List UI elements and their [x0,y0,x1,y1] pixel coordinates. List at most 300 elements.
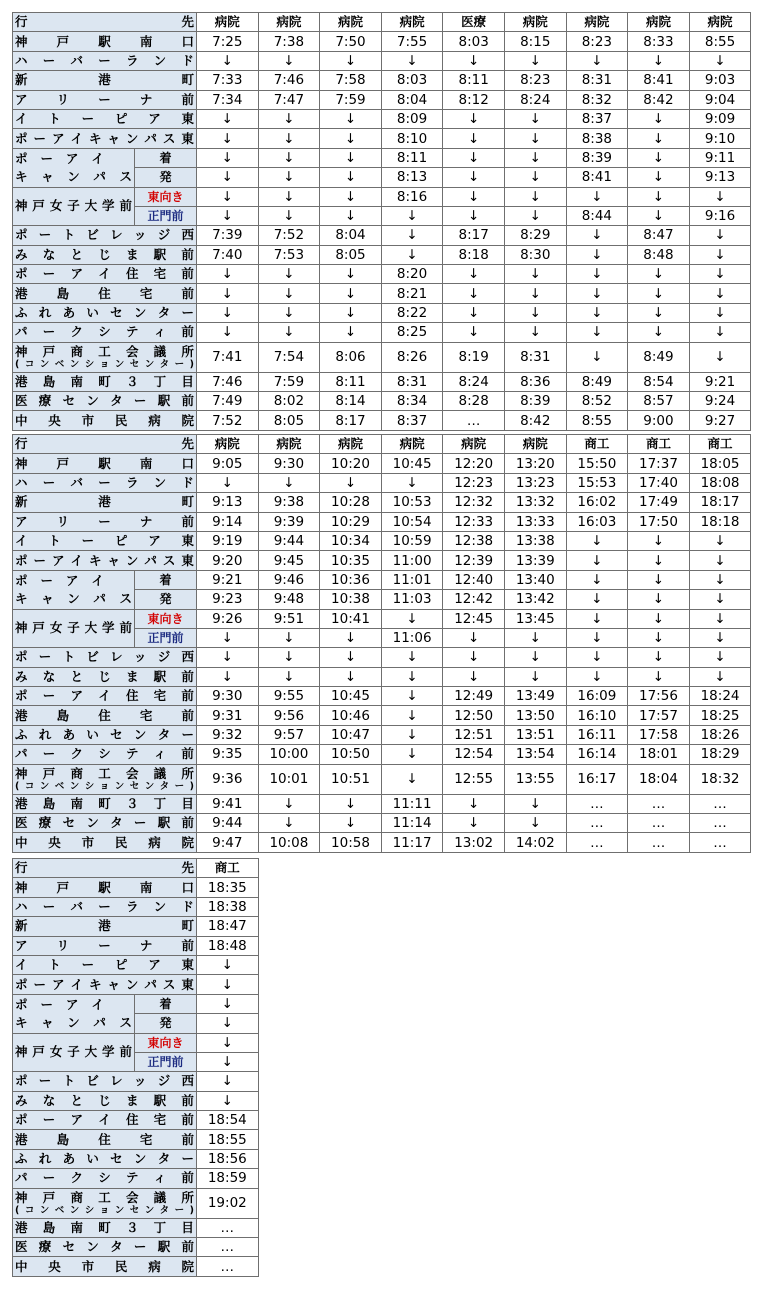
pass-arrow: ↓ [566,342,628,372]
time-cell: 17:37 [628,454,690,473]
pass-arrow: ↓ [504,814,566,833]
time-cell: 12:32 [443,493,505,512]
time-cell: 18:54 [197,1111,259,1130]
time-cell: 9:30 [197,687,259,706]
timetable-row [13,493,751,512]
time-cell: 10:45 [381,454,443,473]
time-cell: 18:56 [197,1149,259,1168]
time-cell: 8:13 [381,168,443,187]
pass-arrow: ↓ [443,129,505,148]
time-cell: 8:39 [504,392,566,411]
destination-header: 病院 [320,13,382,32]
pass-arrow: ↓ [504,667,566,686]
time-cell: 7:46 [197,372,259,391]
time-cell: 9:36 [197,764,259,794]
time-cell: 7:25 [197,32,259,51]
time-cell: 9:04 [689,90,751,109]
pass-arrow: ↓ [504,148,566,167]
station-name: 神 戸 女 子 大 学 前 [13,187,135,226]
pass-arrow: ↓ [443,284,505,303]
pass-arrow: ↓ [258,323,320,342]
time-cell: 18:04 [628,764,690,794]
destination-header: 病院 [258,435,320,454]
timetable-row [13,303,751,322]
time-cell: 8:49 [628,342,690,372]
station-name: み な と じ ま 駅 前 [13,245,197,264]
destination-header: 商工 [197,859,259,878]
time-cell: 12:23 [443,473,505,492]
station-name: ポ ー ト ビ レ ッ ジ 西 [13,648,197,667]
pass-arrow: ↓ [504,794,566,813]
pass-arrow: ↓ [320,628,382,647]
pass-arrow: ↓ [504,323,566,342]
time-cell: 9:05 [197,454,259,473]
no-service-mark: … [628,814,690,833]
station-name: 神 戸 駅 南 口 [13,878,197,897]
station-name: ポ ー ア イ 住 宅 前 [13,1111,197,1130]
pass-arrow: ↓ [689,570,751,589]
time-cell: 18:55 [197,1130,259,1149]
time-cell: 7:59 [258,372,320,391]
station-name: ア リ ー ナ 前 [13,90,197,109]
pass-arrow: ↓ [566,187,628,206]
time-cell: 9:27 [689,411,751,430]
destination-header: 病院 [504,13,566,32]
pass-arrow: ↓ [197,975,259,994]
timetable-row [13,648,751,667]
time-cell: 9:20 [197,551,259,570]
time-cell: 18:18 [689,512,751,531]
time-cell: 11:03 [381,590,443,609]
pass-arrow: ↓ [566,323,628,342]
time-cell: 7:58 [320,71,382,90]
time-cell: 8:33 [628,32,690,51]
time-cell: 18:05 [689,454,751,473]
pass-arrow: ↓ [689,303,751,322]
pass-arrow: ↓ [320,148,382,167]
pass-arrow: ↓ [320,667,382,686]
time-cell: 8:41 [628,71,690,90]
time-cell: 7:52 [197,411,259,430]
station-name: 中 央 市 民 病 院 [13,833,197,852]
time-cell: 9:30 [258,454,320,473]
pass-arrow: ↓ [197,129,259,148]
station-name: 神 戸 駅 南 口 [13,32,197,51]
time-cell: 8:10 [381,129,443,148]
timetable-row [13,1130,259,1149]
timetable-row [13,955,259,974]
pass-arrow: ↓ [197,51,259,70]
station-name: 中 央 市 民 病 院 [13,1257,197,1276]
time-cell: 9:03 [689,71,751,90]
pass-arrow: ↓ [566,590,628,609]
pass-arrow: ↓ [320,265,382,284]
pass-arrow: ↓ [443,667,505,686]
time-cell: 16:09 [566,687,628,706]
timetable-row [13,226,751,245]
station-name: 港 島 住 宅 前 [13,284,197,303]
time-cell: 7:50 [320,32,382,51]
station-name: 新 港 町 [13,71,197,90]
time-cell: 7:52 [258,226,320,245]
destination-header: 医療 [443,13,505,32]
time-cell: 9:13 [689,168,751,187]
station-name: ポ ー ア イ キ ャ ン パ ス 東 [13,975,197,994]
time-cell: 10:59 [381,531,443,550]
time-cell: 8:20 [381,265,443,284]
pass-arrow: ↓ [628,109,690,128]
pass-arrow: ↓ [197,1091,259,1110]
time-cell: 17:49 [628,493,690,512]
time-cell: 13:23 [504,473,566,492]
time-cell: 10:58 [320,833,382,852]
time-cell: 12:51 [443,725,505,744]
pass-arrow: ↓ [443,109,505,128]
pass-arrow: ↓ [320,648,382,667]
timetable-row [13,245,751,264]
arrival-label: 着 [135,148,197,167]
station-name: ポ ー ア イ キ ャ ン パ ス [13,570,135,609]
pass-arrow: ↓ [566,667,628,686]
time-cell: 18:47 [197,917,259,936]
station-name: ハ ー バ ー ラ ン ド [13,51,197,70]
time-cell: 10:45 [320,687,382,706]
pass-arrow: ↓ [381,706,443,725]
pass-arrow: ↓ [381,226,443,245]
pass-arrow: ↓ [628,609,690,628]
time-cell: 12:39 [443,551,505,570]
time-cell: 8:36 [504,372,566,391]
time-cell: 12:38 [443,531,505,550]
time-cell: 8:28 [443,392,505,411]
pass-arrow: ↓ [320,206,382,225]
time-cell: 8:44 [566,206,628,225]
pass-arrow: ↓ [628,51,690,70]
no-service-mark: … [197,1238,259,1257]
time-cell: 8:24 [504,90,566,109]
timetable-row [13,1169,259,1188]
time-cell: 10:46 [320,706,382,725]
pass-arrow: ↓ [381,764,443,794]
time-cell: 13:54 [504,745,566,764]
time-cell: 7:38 [258,32,320,51]
time-cell: 7:33 [197,71,259,90]
time-cell: 12:40 [443,570,505,589]
time-cell: 10:36 [320,570,382,589]
station-name: 港 島 南 町 ３ 丁 目 [13,794,197,813]
pass-arrow: ↓ [443,628,505,647]
pass-arrow: ↓ [258,187,320,206]
pass-arrow: ↓ [628,148,690,167]
pass-arrow: ↓ [258,129,320,148]
pass-arrow: ↓ [197,1033,259,1052]
timetable-row [13,265,751,284]
time-cell: 9:44 [197,814,259,833]
time-cell: 8:32 [566,90,628,109]
pass-arrow: ↓ [504,628,566,647]
pass-arrow: ↓ [381,245,443,264]
time-cell: 12:55 [443,764,505,794]
time-cell: 7:47 [258,90,320,109]
pass-arrow: ↓ [628,570,690,589]
time-cell: 8:31 [381,372,443,391]
station-name: 新 港 町 [13,493,197,512]
time-cell: 9:55 [258,687,320,706]
time-cell: 9:11 [689,148,751,167]
pass-arrow: ↓ [320,323,382,342]
pass-arrow: ↓ [689,323,751,342]
pass-arrow: ↓ [504,265,566,284]
timetable-row [13,667,751,686]
station-name: 神 戸 商 工 会 議 所 ( コ ン ベ ン シ ョ ン セ ン タ ー ) [13,764,197,794]
time-cell: 18:29 [689,745,751,764]
time-cell: 13:50 [504,706,566,725]
timetable-row [13,609,751,628]
station-name: パ ー ク シ テ ィ 前 [13,745,197,764]
time-cell: 7:55 [381,32,443,51]
station-name: イ ト ー ピ ア 東 [13,109,197,128]
timetable-row [13,706,751,725]
time-cell: 8:31 [504,342,566,372]
time-cell: 18:17 [689,493,751,512]
time-cell: 8:42 [504,411,566,430]
time-cell: 17:57 [628,706,690,725]
pass-arrow: ↓ [381,473,443,492]
timetable-row [13,551,751,570]
destination-header: 病院 [381,13,443,32]
time-cell: 7:34 [197,90,259,109]
station-name: 港 島 南 町 ３ 丁 目 [13,1218,197,1237]
time-cell: 18:59 [197,1169,259,1188]
time-cell: 18:32 [689,764,751,794]
pass-arrow: ↓ [566,648,628,667]
time-cell: 8:16 [381,187,443,206]
pass-arrow: ↓ [197,648,259,667]
time-cell: 16:11 [566,725,628,744]
time-cell: 10:01 [258,764,320,794]
pass-arrow: ↓ [443,265,505,284]
station-name: 港 島 住 宅 前 [13,706,197,725]
departure-label: 発 [135,1014,197,1033]
timetable-row [13,1257,259,1276]
stop-east-label: 東向き [135,609,197,628]
time-cell: 17:50 [628,512,690,531]
pass-arrow: ↓ [443,148,505,167]
station-name: 新 港 町 [13,917,197,936]
time-cell: 18:25 [689,706,751,725]
pass-arrow: ↓ [443,323,505,342]
destination-header: 病院 [443,435,505,454]
station-name: ポ ー ト ビ レ ッ ジ 西 [13,226,197,245]
time-cell: 16:10 [566,706,628,725]
destination-header: 病院 [197,435,259,454]
time-cell: 7:39 [197,226,259,245]
departure-label: 発 [135,168,197,187]
time-cell: 9:31 [197,706,259,725]
timetable-row [13,372,751,391]
pass-arrow: ↓ [258,473,320,492]
time-cell: 9:14 [197,512,259,531]
pass-arrow: ↓ [628,590,690,609]
pass-arrow: ↓ [689,187,751,206]
time-cell: 13:02 [443,833,505,852]
time-cell: 17:40 [628,473,690,492]
pass-arrow: ↓ [258,284,320,303]
time-cell: 11:00 [381,551,443,570]
timetable-row [13,1149,259,1168]
pass-arrow: ↓ [443,168,505,187]
station-name: 医 療 セ ン タ ー 駅 前 [13,814,197,833]
timetable-row [13,187,751,206]
timetable-row [13,71,751,90]
pass-arrow: ↓ [258,206,320,225]
station-name: 医 療 セ ン タ ー 駅 前 [13,1238,197,1257]
time-cell: 8:37 [381,411,443,430]
time-cell: 13:38 [504,531,566,550]
pass-arrow: ↓ [197,303,259,322]
time-cell: 8:31 [566,71,628,90]
pass-arrow: ↓ [381,725,443,744]
time-cell: 9:46 [258,570,320,589]
station-name: 神 戸 女 子 大 学 前 [13,609,135,648]
pass-arrow: ↓ [689,667,751,686]
pass-arrow: ↓ [689,531,751,550]
time-cell: 8:25 [381,323,443,342]
stop-gate-label: 正門前 [135,1052,197,1071]
pass-arrow: ↓ [258,667,320,686]
time-cell: 9:21 [689,372,751,391]
station-name: ポ ー ア イ キ ャ ン パ ス [13,148,135,187]
station-name: ポ ー ア イ キ ャ ン パ ス [13,994,135,1033]
pass-arrow: ↓ [258,303,320,322]
pass-arrow: ↓ [504,206,566,225]
pass-arrow: ↓ [566,609,628,628]
time-cell: 11:01 [381,570,443,589]
time-cell: 9:35 [197,745,259,764]
time-cell: 9:09 [689,109,751,128]
time-cell: 12:33 [443,512,505,531]
station-name: ハ ー バ ー ラ ン ド [13,897,197,916]
timetable-row [13,745,751,764]
no-service-mark: … [197,1218,259,1237]
station-name: 神 戸 商 工 会 議 所 ( コ ン ベ ン シ ョ ン セ ン タ ー ) [13,342,197,372]
pass-arrow: ↓ [197,284,259,303]
time-cell: 9:24 [689,392,751,411]
destination-header: 病院 [504,435,566,454]
pass-arrow: ↓ [689,265,751,284]
pass-arrow: ↓ [566,51,628,70]
timetable-row [13,109,751,128]
time-cell: 10:47 [320,725,382,744]
stop-east-label: 東向き [135,187,197,206]
pass-arrow: ↓ [689,342,751,372]
time-cell: 8:11 [381,148,443,167]
time-cell: 12:49 [443,687,505,706]
time-cell: 8:22 [381,303,443,322]
station-name: ポ ー ア イ キ ャ ン パ ス 東 [13,551,197,570]
pass-arrow: ↓ [320,109,382,128]
pass-arrow: ↓ [258,648,320,667]
time-cell: 10:20 [320,454,382,473]
station-name: 神 戸 駅 南 口 [13,454,197,473]
pass-arrow: ↓ [197,168,259,187]
pass-arrow: ↓ [566,628,628,647]
time-cell: 13:45 [504,609,566,628]
timetable-row [13,1111,259,1130]
pass-arrow: ↓ [443,814,505,833]
timetable-1 [12,12,751,431]
time-cell: 9:41 [197,794,259,813]
pass-arrow: ↓ [628,187,690,206]
station-name: ふ れ あ い セ ン タ ー [13,303,197,322]
timetable-row [13,284,751,303]
pass-arrow: ↓ [689,284,751,303]
pass-arrow: ↓ [689,590,751,609]
station-name: ア リ ー ナ 前 [13,512,197,531]
station-name: 中 央 市 民 病 院 [13,411,197,430]
pass-arrow: ↓ [381,206,443,225]
station-name: ポ ー ア イ 住 宅 前 [13,265,197,284]
destination-header: 病院 [197,13,259,32]
destination-header: 商工 [689,435,751,454]
time-cell: 19:02 [197,1188,259,1218]
destination-header: 商工 [566,435,628,454]
time-cell: 10:38 [320,590,382,609]
pass-arrow: ↓ [197,109,259,128]
timetable-row [13,833,751,852]
timetable-row [13,32,751,51]
pass-arrow: ↓ [197,994,259,1013]
time-cell: 8:52 [566,392,628,411]
stop-east-label: 東向き [135,1033,197,1052]
pass-arrow: ↓ [197,955,259,974]
pass-arrow: ↓ [566,570,628,589]
timetable-row [13,1238,259,1257]
station-name: 神 戸 商 工 会 議 所 ( コ ン ベ ン シ ョ ン セ ン タ ー ) [13,1188,197,1218]
pass-arrow: ↓ [443,51,505,70]
time-cell: 8:37 [566,109,628,128]
pass-arrow: ↓ [197,265,259,284]
station-name: 医 療 セ ン タ ー 駅 前 [13,392,197,411]
pass-arrow: ↓ [258,168,320,187]
pass-arrow: ↓ [381,687,443,706]
time-cell: 9:13 [197,493,259,512]
time-cell: 8:04 [381,90,443,109]
station-name: ポ ー ア イ 住 宅 前 [13,687,197,706]
time-cell: 9:21 [197,570,259,589]
pass-arrow: ↓ [628,168,690,187]
station-name: イ ト ー ピ ア 東 [13,531,197,550]
pass-arrow: ↓ [197,628,259,647]
time-cell: 8:55 [689,32,751,51]
pass-arrow: ↓ [628,323,690,342]
pass-arrow: ↓ [566,284,628,303]
pass-arrow: ↓ [628,551,690,570]
timetable-row [13,897,259,916]
time-cell: 8:34 [381,392,443,411]
pass-arrow: ↓ [566,551,628,570]
pass-arrow: ↓ [504,129,566,148]
pass-arrow: ↓ [566,531,628,550]
pass-arrow: ↓ [320,814,382,833]
departure-label: 発 [135,590,197,609]
pass-arrow: ↓ [258,265,320,284]
time-cell: 8:41 [566,168,628,187]
station-name: ふ れ あ い セ ン タ ー [13,725,197,744]
no-service-mark: … [566,794,628,813]
time-cell: 18:35 [197,878,259,897]
no-service-mark: … [689,814,751,833]
